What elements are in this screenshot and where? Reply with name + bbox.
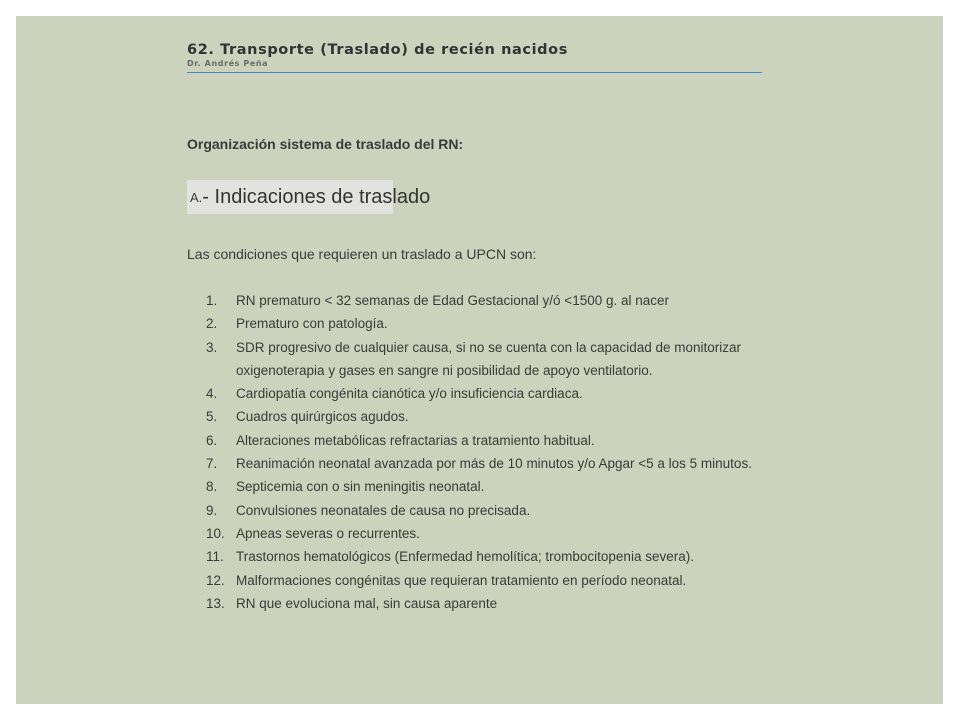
item-text: Prematuro con patología.	[236, 316, 388, 332]
document-title: 62. Transporte (Traslado) de recién nacidos	[187, 42, 568, 58]
subheading-box	[187, 180, 431, 214]
item-number: 12.	[206, 572, 225, 588]
item-number: 9.	[206, 502, 218, 518]
item-number: 4.	[206, 386, 218, 402]
list-item	[206, 312, 786, 335]
list-item	[206, 336, 786, 383]
list-item	[206, 405, 786, 428]
item-text: Cuadros quirúrgicos agudos.	[236, 409, 409, 425]
subheading-letter: A.	[190, 189, 203, 205]
item-text: Trastornos hematológicos (Enfermedad hemolítica; trombocitopenia severa).	[236, 549, 694, 565]
subheading-text: - Indicaciones de traslado	[202, 185, 431, 208]
list-item	[206, 522, 786, 545]
item-text: Cardiopatía congénita cianótica y/o insuficiencia cardiaca.	[236, 386, 583, 402]
list-item	[206, 475, 786, 498]
item-number: 2.	[206, 316, 218, 332]
item-text: Septicemia con o sin meningitis neonatal.	[236, 479, 485, 495]
item-text: Reanimación neonatal avanzada por más de 10 minutos y/o Apgar <5 a los 5 minutos.	[236, 456, 752, 472]
document-author: Dr. Andrés Peña	[187, 59, 269, 68]
item-text: RN prematuro < 32 semanas de Edad Gestacional y/ó <1500 g. al nacer	[236, 293, 670, 308]
item-number: 1.	[206, 293, 218, 308]
item-text: SDR progresivo de cualquier causa, si no se cuenta con la capacidad de monitorizar oxigenoterapia y gases en sangre ni posibilidad de apoyo ventilatorio.	[236, 339, 742, 378]
item-text: Convulsiones neonatales de causa no precisada.	[236, 502, 531, 518]
item-text: Alteraciones metabólicas refractarias a tratamiento habitual.	[236, 432, 595, 448]
item-text: Apneas severas o recurrentes.	[236, 525, 420, 541]
slide	[16, 16, 943, 704]
item-text: Malformaciones congénitas que requieran tratamiento en período neonatal.	[236, 572, 687, 588]
list-item	[206, 592, 786, 615]
list-item	[206, 569, 786, 592]
item-number: 13.	[206, 595, 225, 611]
item-number: 6.	[206, 432, 218, 448]
list-item	[206, 429, 786, 452]
header-divider	[187, 72, 762, 73]
item-number: 5.	[206, 409, 218, 425]
item-number: 3.	[206, 339, 218, 355]
list-item	[206, 452, 786, 475]
intro-text: Las condiciones que requieren un traslado a UPCN son:	[187, 246, 537, 262]
list-item	[206, 545, 786, 568]
list-item	[206, 289, 786, 312]
list-item	[206, 382, 786, 405]
list-item	[206, 499, 786, 522]
item-number: 10.	[206, 525, 225, 541]
slide-content	[187, 41, 787, 611]
section-title: Organización sistema de traslado del RN:	[187, 136, 464, 152]
item-text: RN que evoluciona mal, sin causa aparente	[236, 595, 498, 611]
item-number: 11.	[206, 549, 224, 565]
item-number: 8.	[206, 479, 218, 495]
item-number: 7.	[206, 456, 218, 472]
indications-list	[206, 289, 786, 615]
